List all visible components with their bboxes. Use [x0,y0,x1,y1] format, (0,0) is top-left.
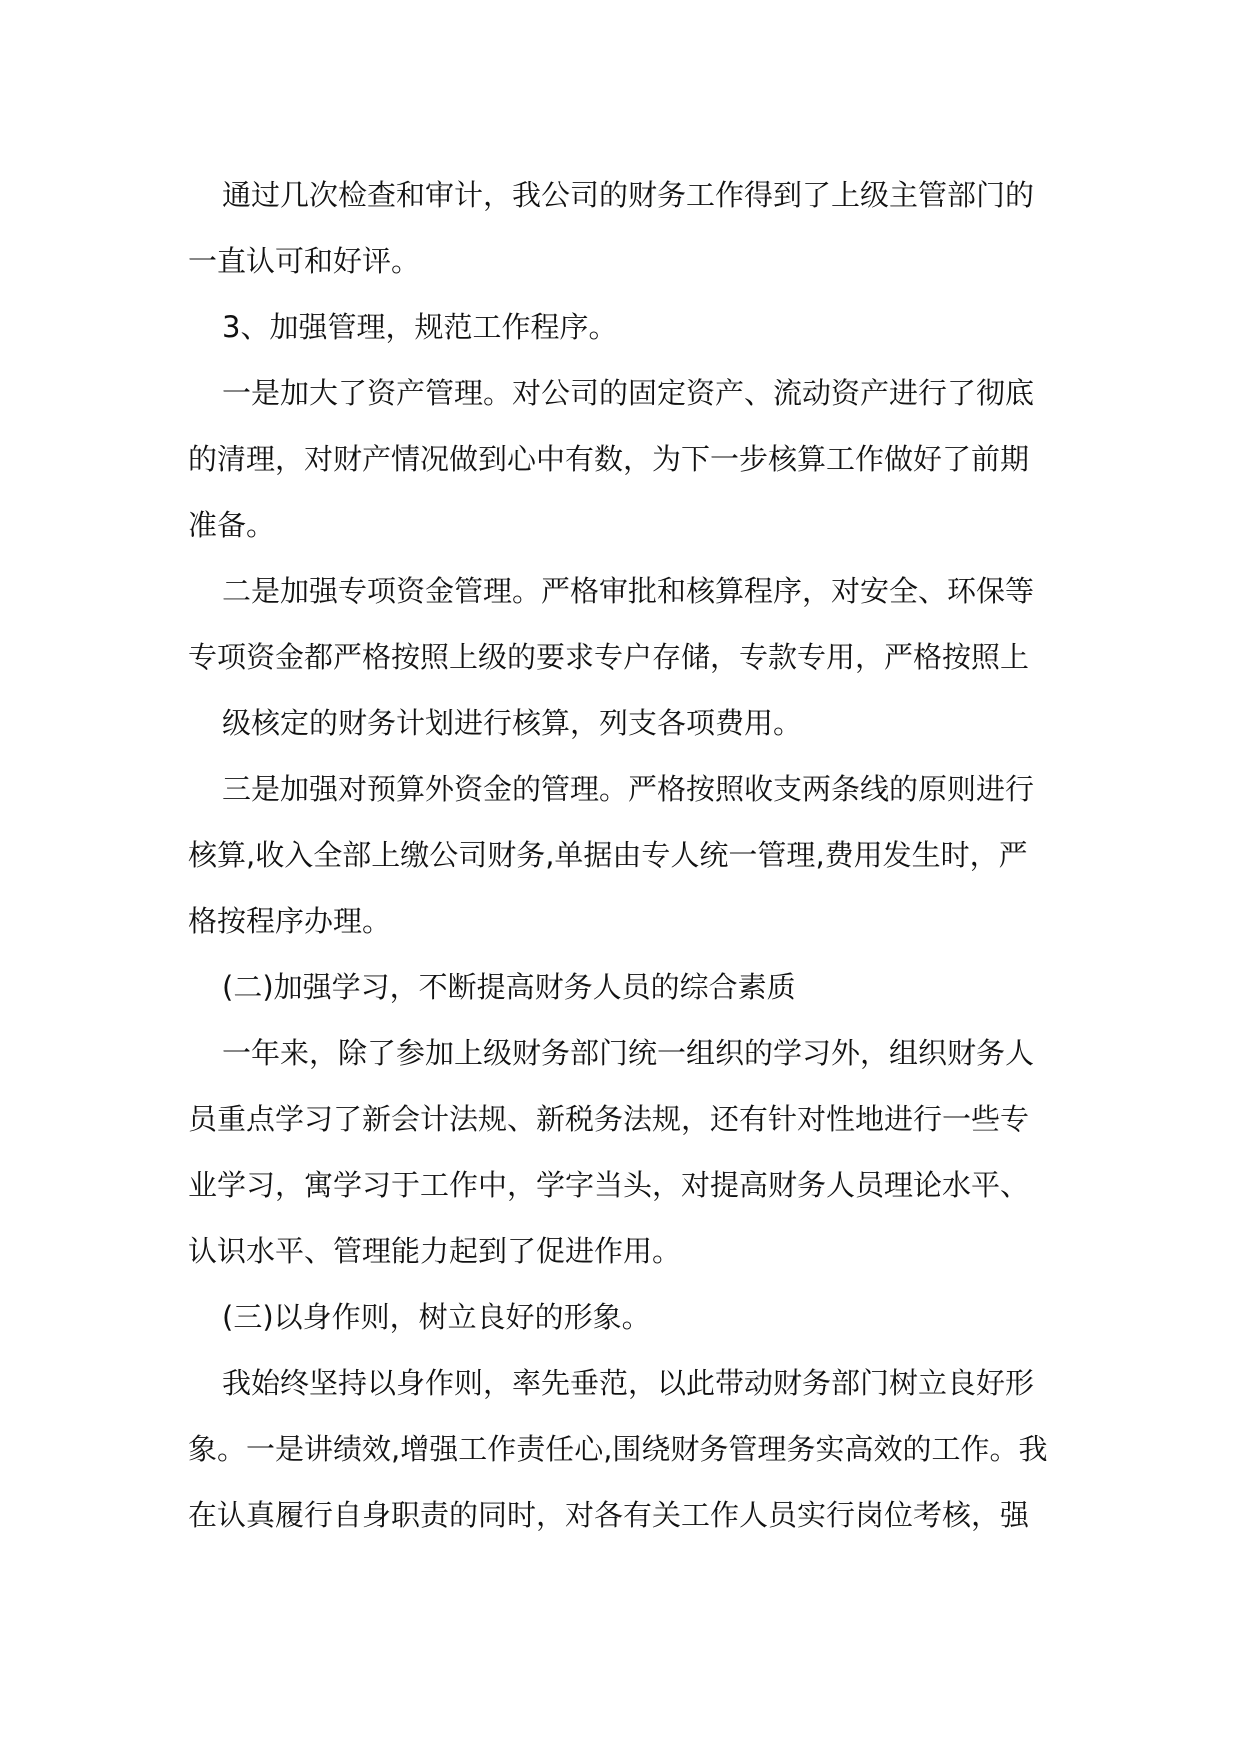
text-line: 通过几次检查和审计，我公司的财务工作得到了上级主管部门的 [222,178,1035,212]
text-line: 二是加强专项资金管理。严格审批和核算程序，对安全、环保等 [222,574,1035,608]
text-line: 象。一是讲绩效,增强工作责任心,围绕财务管理务实高效的工作。我 [188,1432,1048,1466]
text-line: 格按程序办理。 [188,904,392,938]
text-line: 一年来，除了参加上级财务部门统一组织的学习外，组织财务人 [222,1036,1035,1070]
section-heading: (三)以身作则，树立良好的形象。 [222,1300,651,1334]
text-line: 准备。 [188,508,276,542]
document-body [188,162,1064,1548]
text-line: 三是加强对预算外资金的管理。严格按照收支两条线的原则进行 [222,772,1035,806]
text-line: 我始终坚持以身作则，率先垂范，以此带动财务部门树立良好形 [222,1366,1035,1400]
text-line: 在认真履行自身职责的同时，对各有关工作人员实行岗位考核，强 [188,1498,1030,1532]
text-line: 专项资金都严格按照上级的要求专户存储，专款专用，严格按照上 [188,640,1030,674]
section-heading: 3、加强管理，规范工作程序。 [222,310,618,344]
text-line: 级核定的财务计划进行核算，列支各项费用。 [222,706,803,740]
text-line: 核算,收入全部上缴公司财务,单据由专人统一管理,费用发生时，严 [188,838,1028,872]
section-heading: (二)加强学习，不断提高财务人员的综合素质 [222,970,796,1004]
text-line: 员重点学习了新会计法规、新税务法规，还有针对性地进行一些专 [188,1102,1030,1136]
text-line: 一是加大了资产管理。对公司的固定资产、流动资产进行了彻底 [222,376,1035,410]
text-line: 一直认可和好评。 [188,244,421,278]
text-line: 业学习，寓学习于工作中，学字当头，对提高财务人员理论水平、 [188,1168,1030,1202]
text-line: 认识水平、管理能力起到了促进作用。 [188,1234,682,1268]
text-line: 的清理，对财产情况做到心中有数，为下一步核算工作做好了前期 [188,442,1030,476]
